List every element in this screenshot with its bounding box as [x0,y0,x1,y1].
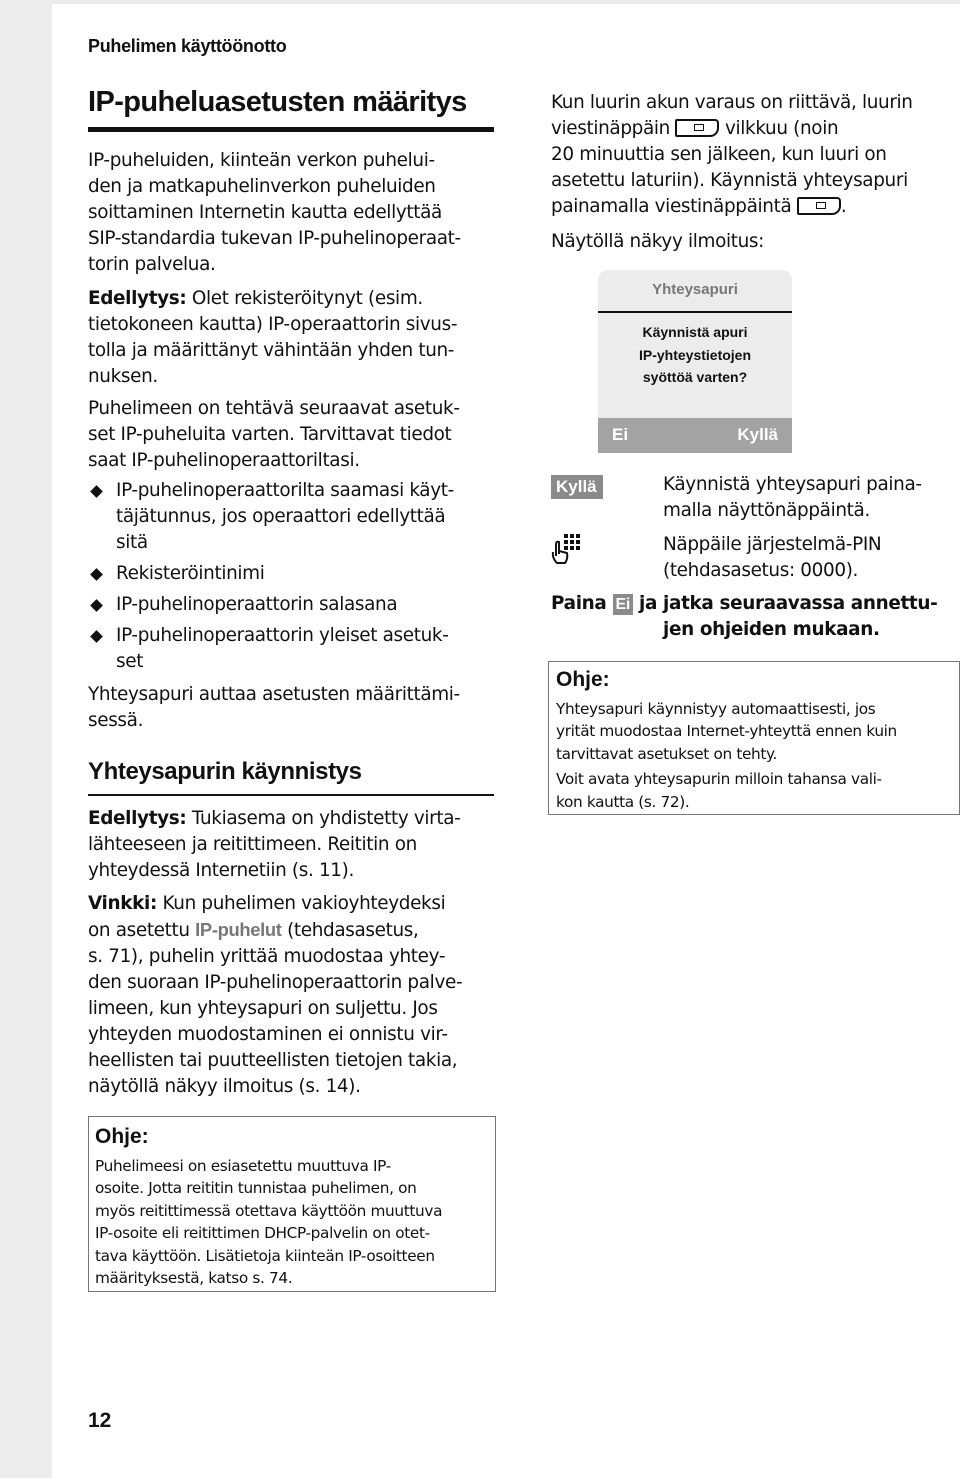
display-title: Yhteysapuri [652,281,738,298]
list-item: IP-puhelinoperaattorin salasana [88,592,508,618]
softkey-no[interactable]: Ei [612,425,629,444]
list-item: IP-puhelinoperaattorilta saamasi käyt- täjätunnus, jos operaattori edellyttää sitä [88,478,508,556]
display-intro: Näytöllä näkyy ilmoitus: [551,231,764,252]
step2-text: Näppäile järjestelmä-PIN (tehdasasetus: 0000). [663,534,882,581]
prerequisite-label: Edellytys: [88,288,187,309]
instruction-paragraph: Paina Ei ja jatka seuraavassa annettu- jen ohjeiden mukaan. [551,593,938,640]
no-key-label: Ei [613,594,633,615]
note-text: Puhelimeesi on esiasetettu muuttuva IP- osoite. Jotta reititin tunnistaa puhelimen, on myös reitittimessä otettava käyttöön muuttuva IP-osoite eli reitittimen DHCP-palvelin on otet- tava käyttöön. Lisätietoja kiinteän IP-osoitteen määrityksestä, katso s. 74. [95,1157,443,1288]
section-rule [88,794,494,796]
section-heading: Yhteysapurin käynnistys [88,758,362,785]
page-number: 12 [88,1409,112,1432]
title-rule [88,127,494,132]
note-text: Yhteysapuri käynnistyy automaattisesti, jos yrität muodostaa Internet-yhteyttä ennen kuin tarvittavat asetukset on tehty. Voit avata yhteysapurin milloin tahansa vali- kon kautta (s. 72). [556,700,897,811]
display-title-rule [598,311,792,313]
prerequisite-paragraph: Edellytys: Olet rekisteröitynyt (esim. tietokoneen kautta) IP-operaattorin sivus- tolla ja määrittänyt vähintään yhden tun- nuksen. [88,288,458,387]
tip-label: Vinkki: [88,893,157,914]
display-softkey-bar [598,418,792,453]
running-header: Puhelimen käyttöönotto [88,36,287,56]
settings-list [88,478,508,680]
note-box-left [88,1116,496,1292]
list-item: IP-puhelinoperaattorin yleiset asetuk- set [88,623,508,675]
battery-paragraph: Kun luurin akun varaus on riittävä, luurin viestinäppäin vilkkuu (noin 20 minuuttia sen jälkeen, kun luuri on asetettu laturiin). Käynnistä yhteysapuri painamalla viestinäppäintä . [551,92,913,217]
message-key-icon [675,119,719,137]
softkey-yes[interactable]: Kyllä [737,425,778,444]
intro-paragraph: IP-puheluiden, kiinteän verkon puhelui- den ja matkapuhelinverkon puheluiden soittaminen Internetin kautta edellyttää SIP-standardia tukevan IP-puhelinoperaat- torin palvelua. [88,150,461,275]
note-box-right [548,661,960,815]
page-title: IP-puheluasetusten määritys [88,86,467,118]
diamond-bullet-icon [90,630,103,643]
settings-paragraph: Puhelimeen on tehtävä seuraavat asetuk- set IP-puheluita varten. Tarvittavat tiedot saat IP-puhelinoperaattoriltasi. [88,398,460,471]
note-title: Ohje: [95,1125,149,1148]
message-key-icon [797,197,841,215]
assistant-paragraph: Yhteysapuri auttaa asetusten määrittämi- sessä. [88,684,460,731]
diamond-bullet-icon [90,568,103,581]
menu-item-ip-calls: IP-puhelut [195,919,282,940]
step1-text: Käynnistä yhteysapuri paina- malla näyttönäppäintä. [663,474,922,521]
display-message: Käynnistä apuri IP-yhteystietojen syöttöä varten? [638,324,752,385]
prerequisite2-label: Edellytys: [88,808,187,829]
note-title: Ohje: [556,668,610,691]
diamond-bullet-icon [90,599,103,612]
keypad-icon [551,532,583,566]
tip-paragraph: Vinkki: Kun puhelimen vakioyhteydeksi on asetettu IP-puhelut (tehdasasetus, s. 71), puhelin yrittää muodostaa yhtey- den suoraan IP-puhelinoperaattorin palve- limeen, kun yhteysapuri on suljettu. Jos yhteyden muodostaminen ei onnistu vir- heellisten tai puutteellisten tietojen takia, näytöllä näkyy ilmoitus (s. 14). [88,893,463,1097]
diamond-bullet-icon [90,485,103,498]
prerequisite2-paragraph: Edellytys: Tukiasema on yhdistetty virta- lähteeseen ja reitittimeen. Reititin on yhteydessä Internetiin (s. 11). [88,808,461,881]
list-item: Rekisteröintinimi [88,561,508,587]
yes-key-label: Kyllä [551,475,603,499]
